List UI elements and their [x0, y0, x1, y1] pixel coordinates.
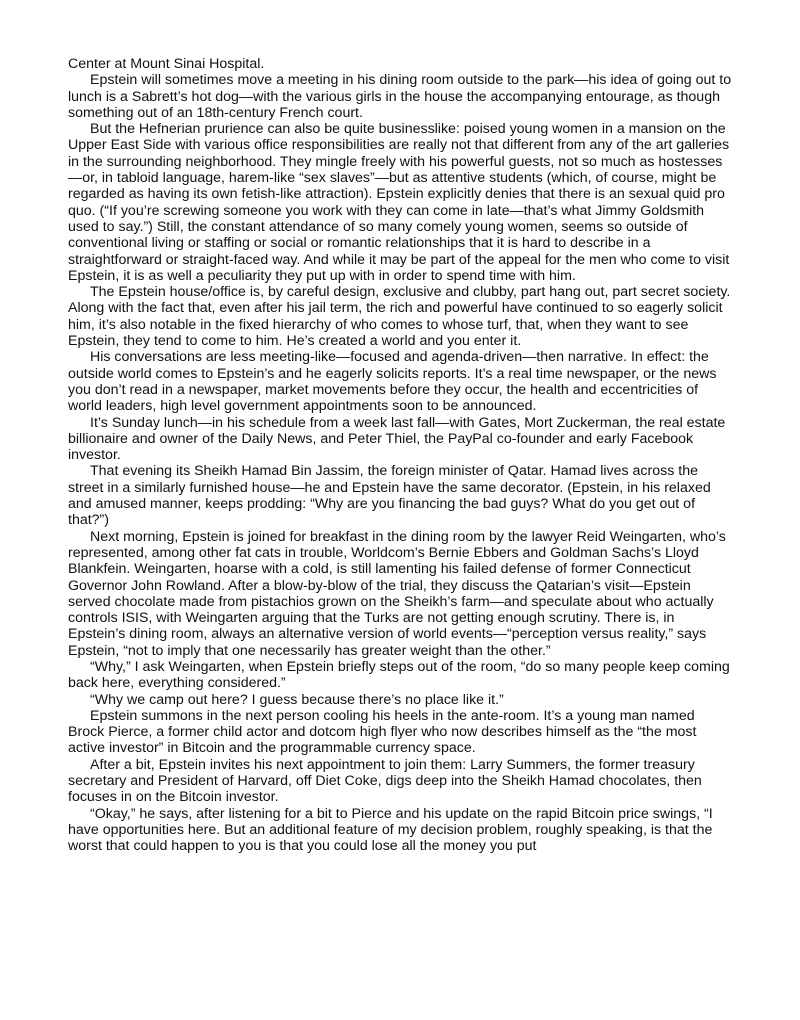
paragraph-13: “Okay,” he says, after listening for a bit to Pierce and his update on the rapid Bitcoin price swings, “I have opportunities here. But an additional feature of my decision problem, roughly speaking, is that the worst that could happen to you is that you could lose all the money you put [68, 805, 713, 855]
paragraph-7: That evening its Sheikh Hamad Bin Jassim, the foreign minister of Qatar. Hamad lives across the street in a similarly furnished house—he and Epstein have the same decorator. (Epstein, in his relaxed and amused manner, keeps prodding: “Why are you financing the bad guys? What do you get out of that?”) [68, 463, 711, 529]
paragraph-2: Epstein will sometimes move a meeting in his dining room outside to the park—his idea of going out to lunch is a Sabrett’s hot dog—with the various girls in the house the accompanying entourage, as though something out of an 18th-century French court. [68, 72, 732, 121]
paragraph-8: Next morning, Epstein is joined for breakfast in the dining room by the lawyer Reid Weingarten, who’s represented, among other fat cats in trouble, Worldcom’s Bernie Ebbers and Goldman Sachs’s Lloyd Blankfein. Weingarten, hoarse with a cold, is still lamenting his failed defense of former Connecticut Governor John Rowland. After a blow-by-blow of the trial, they discuss the Qatarian’s visit—Epstein served chocolate made from pistachios grown on the Sheikh’s farm—and speculate about who actually controls ISIS, with Weingarten arguing that the Turks are not getting enough scrutiny. There is, in Epstein’s dining room, always an alternative version of world events—“perception versus reality,” says Epstein, “not to imply that one necessarily has greater weight than the other.” [68, 528, 726, 659]
paragraph-5: His conversations are less meeting-like—focused and agenda-driven—then narrative. In effect: the outside world comes to Epstein’s and he eagerly solicits reports. It’s a real time newspaper, or the news you don’t read in a newspaper, market movements before they occur, the health and eccentricities of world leaders, high level government appointments soon to be announced. [68, 349, 717, 415]
paragraph-4: The Epstein house/office is, by careful design, exclusive and clubby, part hang out, part secret society. Along with the fact that, even after his jail term, the rich and powerful have continued to so eagerly solicit him, it’s also notable in the fixed hierarchy of who comes to whose turf, that, when they want to see Epstein, they tend to come to him. He’s created a world and you enter it. [68, 284, 731, 350]
paragraph-12: After a bit, Epstein invites his next appointment to join them: Larry Summers, the former treasury secretary and President of Harvard, off Diet Coke, digs deep into the Sheikh Hamad chocolates, then focuses in on the Bitcoin investor. [68, 756, 702, 806]
paragraph-6: It’s Sunday lunch—in his schedule from a week last fall—with Gates, Mort Zuckerman, the real estate billionaire and owner of the Daily News, and Peter Thiel, the PayPal co-founder and early Facebook investor. [68, 414, 726, 464]
paragraph-11: Epstein summons in the next person cooling his heels in the ante-room. It’s a young man named Brock Pierce, a former child actor and dotcom high flyer who now describes himself as the “the most active investor” in Bitcoin and the programmable currency space. [68, 707, 697, 757]
paragraph-1: Center at Mount Sinai Hospital. [68, 56, 265, 72]
paragraph-10: “Why we camp out here? I guess because there’s no place like it.” [90, 691, 504, 708]
paragraph-3: But the Hefnerian prurience can also be quite businesslike: poised young women in a mansion on the Upper East Side with various office responsibilities are really not that different from any of the art galleries in the surrounding neighborhood. They mingle freely with his powerful guests, not so much as hostesses—or, in tabloid language, harem-like “sex slaves”—but as attentive students (which, of course, might be regarded as having its own fetish-like attraction). Epstein explicitly denies that there is an sexual quid pro quo. (“If you’re screwing someone you work with they can come in late—that’s what Jimmy Goldsmith used to say.”) Still, the constant attendance of so many comely young women, seems so outside of conventional living or staffing or social or romantic relationships that it is hard to describe in a straightforward or straight-faced way. And while it may be part of the appeal for the men who come to visit Epstein, it is as well a peculiarity they put up with in order to spend time with him. [68, 121, 730, 284]
paragraph-9: “Why,” I ask Weingarten, when Epstein briefly steps out of the room, “do so many people keep coming back here, everything considered.” [68, 658, 730, 692]
document-page [68, 56, 734, 855]
